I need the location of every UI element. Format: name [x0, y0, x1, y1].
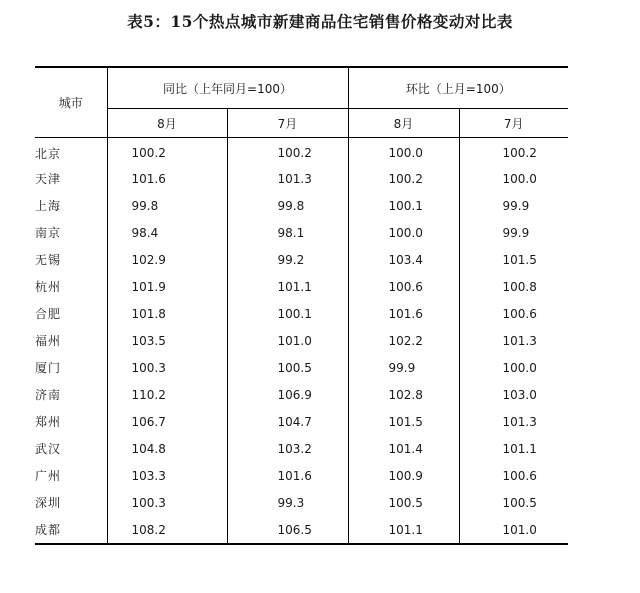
- value-text: 104.7: [277, 414, 312, 429]
- value-text: 101.3: [502, 414, 537, 429]
- mom-aug-cell: [348, 408, 459, 435]
- value-text: 101.3: [277, 171, 312, 186]
- yoy-jul-cell: [227, 327, 348, 354]
- value-text: 106.5: [277, 522, 312, 537]
- city-cell: 成都: [35, 516, 107, 544]
- city-cell: 广州: [35, 462, 107, 489]
- mom-jul-cell: [459, 489, 568, 516]
- mom-jul-cell: [459, 138, 568, 166]
- yoy-aug-cell: [107, 462, 227, 489]
- value-text: 103.3: [131, 468, 166, 483]
- mom-aug-cell: [348, 192, 459, 219]
- city-cell: 无锡: [35, 246, 107, 273]
- value-text: 110.2: [131, 387, 166, 402]
- value-text: 100.5: [502, 495, 537, 510]
- value-text: 101.4: [388, 441, 423, 456]
- yoy-group-header: 同比（上年同月=100）: [107, 67, 348, 109]
- table-title: 表5：15个热点城市新建商品住宅销售价格变动对比表: [127, 12, 513, 31]
- yoy-aug-cell: [107, 273, 227, 300]
- yoy-jul-cell: [227, 354, 348, 381]
- yoy-jul-cell: [227, 435, 348, 462]
- value-text: 102.9: [131, 252, 166, 267]
- mom-aug-cell: [348, 381, 459, 408]
- value-text: 103.5: [131, 333, 166, 348]
- table-row: [35, 138, 568, 166]
- value-text: 101.5: [388, 414, 423, 429]
- value-text: 101.6: [131, 171, 166, 186]
- value-text: 103.0: [502, 387, 537, 402]
- value-text: 100.0: [502, 171, 537, 186]
- value-text: 100.6: [502, 468, 537, 483]
- mom-group-header: 环比（上月=100）: [348, 67, 568, 109]
- value-text: 100.9: [388, 468, 423, 483]
- mom-aug-cell: [348, 273, 459, 300]
- value-text: 100.2: [502, 146, 537, 160]
- yoy-jul-cell: [227, 192, 348, 219]
- value-text: 99.8: [131, 198, 159, 213]
- value-text: 100.0: [388, 146, 423, 160]
- mom-aug-cell: [348, 300, 459, 327]
- value-text: 100.2: [277, 146, 312, 160]
- mom-jul-cell: [459, 192, 568, 219]
- table-row: [35, 327, 568, 354]
- yoy-aug-header: 8月: [107, 109, 227, 138]
- value-text: 101.3: [502, 333, 537, 348]
- table-row: [35, 219, 568, 246]
- value-text: 99.3: [277, 495, 305, 510]
- value-text: 100.1: [388, 198, 423, 213]
- table-row: [35, 435, 568, 462]
- mom-aug-cell: [348, 219, 459, 246]
- city-cell: 武汉: [35, 435, 107, 462]
- mom-jul-cell: [459, 300, 568, 327]
- mom-aug-cell: [348, 462, 459, 489]
- yoy-jul-cell: [227, 489, 348, 516]
- value-text: 100.3: [131, 495, 166, 510]
- value-text: 100.8: [502, 279, 537, 294]
- value-text: 100.5: [277, 360, 312, 375]
- value-text: 99.9: [502, 225, 530, 240]
- yoy-aug-cell: [107, 246, 227, 273]
- yoy-jul-cell: [227, 138, 348, 166]
- value-text: 102.2: [388, 333, 423, 348]
- yoy-jul-cell: [227, 165, 348, 192]
- value-text: 101.8: [131, 306, 166, 321]
- mom-aug-cell: [348, 516, 459, 544]
- city-cell: 厦门: [35, 354, 107, 381]
- mom-aug-cell: [348, 327, 459, 354]
- value-text: 100.6: [388, 279, 423, 294]
- value-text: 100.3: [131, 360, 166, 375]
- yoy-aug-cell: [107, 516, 227, 544]
- value-text: 98.4: [131, 225, 159, 240]
- yoy-jul-cell: [227, 219, 348, 246]
- value-text: 102.8: [388, 387, 423, 402]
- mom-jul-cell: [459, 327, 568, 354]
- value-text: 98.1: [277, 225, 305, 240]
- value-text: 99.2: [277, 252, 305, 267]
- mom-jul-cell: [459, 246, 568, 273]
- value-text: 100.5: [388, 495, 423, 510]
- city-cell: 福州: [35, 327, 107, 354]
- table-row: [35, 489, 568, 516]
- table-row: [35, 516, 568, 544]
- city-cell: 济南: [35, 381, 107, 408]
- mom-aug-header: 8月: [348, 109, 459, 138]
- yoy-aug-cell: [107, 219, 227, 246]
- yoy-jul-cell: [227, 462, 348, 489]
- value-text: 101.1: [277, 279, 312, 294]
- city-cell: 郑州: [35, 408, 107, 435]
- table-row: [35, 354, 568, 381]
- mom-jul-cell: [459, 273, 568, 300]
- yoy-aug-cell: [107, 138, 227, 166]
- yoy-aug-cell: [107, 354, 227, 381]
- yoy-aug-cell: [107, 192, 227, 219]
- mom-jul-header: 7月: [459, 109, 568, 138]
- table-row: [35, 165, 568, 192]
- value-text: 101.5: [502, 252, 537, 267]
- value-text: 101.6: [277, 468, 312, 483]
- yoy-aug-cell: [107, 435, 227, 462]
- city-cell: 杭州: [35, 273, 107, 300]
- table-row: [35, 300, 568, 327]
- value-text: 99.9: [388, 360, 416, 375]
- yoy-aug-cell: [107, 408, 227, 435]
- city-column-header: 城市: [35, 67, 107, 138]
- yoy-aug-cell: [107, 381, 227, 408]
- value-text: 99.9: [502, 198, 530, 213]
- value-text: 108.2: [131, 522, 166, 537]
- city-cell: 合肥: [35, 300, 107, 327]
- yoy-jul-header: 7月: [227, 109, 348, 138]
- value-text: 100.6: [502, 306, 537, 321]
- mom-aug-cell: [348, 435, 459, 462]
- mom-aug-cell: [348, 354, 459, 381]
- city-cell: 南京: [35, 219, 107, 246]
- mom-jul-cell: [459, 219, 568, 246]
- value-text: 101.1: [388, 522, 423, 537]
- table-row: [35, 408, 568, 435]
- mom-aug-cell: [348, 246, 459, 273]
- yoy-aug-cell: [107, 327, 227, 354]
- mom-jul-cell: [459, 381, 568, 408]
- value-text: 106.7: [131, 414, 166, 429]
- value-text: 100.0: [388, 225, 423, 240]
- value-text: 100.2: [131, 146, 166, 160]
- yoy-aug-cell: [107, 489, 227, 516]
- value-text: 101.6: [388, 306, 423, 321]
- mom-aug-cell: [348, 165, 459, 192]
- mom-jul-cell: [459, 462, 568, 489]
- table-row: [35, 462, 568, 489]
- table-row: [35, 192, 568, 219]
- yoy-aug-cell: [107, 300, 227, 327]
- value-text: 101.9: [131, 279, 166, 294]
- value-text: 103.2: [277, 441, 312, 456]
- yoy-jul-cell: [227, 408, 348, 435]
- table-row: [35, 246, 568, 273]
- yoy-jul-cell: [227, 300, 348, 327]
- value-text: 103.4: [388, 252, 423, 267]
- value-text: 101.0: [277, 333, 312, 348]
- yoy-jul-cell: [227, 516, 348, 544]
- mom-aug-cell: [348, 138, 459, 166]
- table-row: [35, 381, 568, 408]
- value-text: 104.8: [131, 441, 166, 456]
- yoy-aug-cell: [107, 165, 227, 192]
- mom-aug-cell: [348, 489, 459, 516]
- mom-jul-cell: [459, 435, 568, 462]
- city-cell: 深圳: [35, 489, 107, 516]
- mom-jul-cell: [459, 408, 568, 435]
- price-comparison-table: [35, 66, 568, 545]
- yoy-jul-cell: [227, 381, 348, 408]
- yoy-jul-cell: [227, 273, 348, 300]
- city-cell: 北京: [35, 138, 107, 166]
- value-text: 100.0: [502, 360, 537, 375]
- mom-jul-cell: [459, 165, 568, 192]
- city-cell: 上海: [35, 192, 107, 219]
- value-text: 99.8: [277, 198, 305, 213]
- value-text: 101.0: [502, 522, 537, 537]
- value-text: 106.9: [277, 387, 312, 402]
- table-body: [35, 138, 568, 545]
- city-cell: 天津: [35, 165, 107, 192]
- table-row: [35, 273, 568, 300]
- value-text: 100.2: [388, 171, 423, 186]
- mom-jul-cell: [459, 516, 568, 544]
- value-text: 101.1: [502, 441, 537, 456]
- mom-jul-cell: [459, 354, 568, 381]
- value-text: 100.1: [277, 306, 312, 321]
- yoy-jul-cell: [227, 246, 348, 273]
